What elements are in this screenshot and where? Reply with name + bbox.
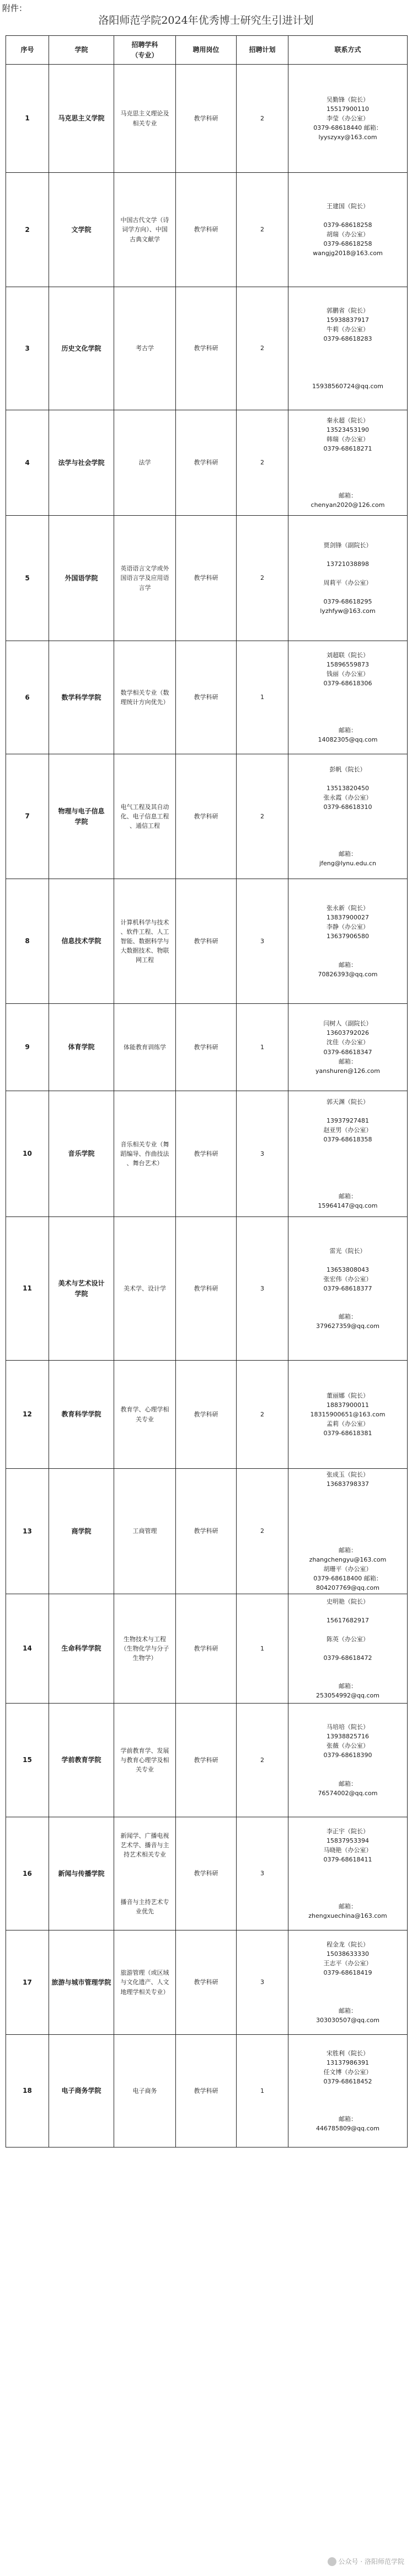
cell-college: 文学院 [49, 173, 114, 287]
table-row [6, 1469, 408, 1594]
cell-college: 旅游与城市管理学院 [49, 1930, 114, 2035]
table-row [6, 2035, 408, 2147]
cell-post: 教学科研 [176, 410, 237, 516]
header-no: 序号 [6, 36, 49, 65]
cell-no: 15 [6, 1704, 49, 1817]
cell-major: 法学 [114, 410, 176, 516]
cell-college: 教育科学学院 [49, 1361, 114, 1469]
table-row [6, 65, 408, 173]
cell-plan: 3 [237, 1217, 288, 1361]
cell-major: 音乐相关专业（舞 蹈编导、作曲技法 、舞台艺术） [114, 1091, 176, 1217]
cell-post: 教学科研 [176, 1004, 237, 1091]
cell-contact: 秦永超（院长） 13523453190 韩瑞（办公室） 0379-68618271 邮箱： chenyan2020@126.com [288, 410, 408, 516]
cell-no: 5 [6, 516, 49, 641]
cell-no: 18 [6, 2035, 49, 2147]
cell-contact: 张成玉（院长） 13683798337 邮箱： zhangchengyu@163.com 胡珊平（办公室） 0379-68618400 邮箱： 804207769@qq.com [288, 1469, 408, 1594]
header-post: 聘用岗位 [176, 36, 237, 65]
cell-plan: 1 [237, 1594, 288, 1704]
header-contact: 联系方式 [288, 36, 408, 65]
cell-contact: 郭天渊（院长） 13937927481 赵亚男（办公室） 0379-68618358 邮箱： 15964147@qq.com [288, 1091, 408, 1217]
cell-no: 10 [6, 1091, 49, 1217]
document-title: 洛阳师范学院2024年优秀博士研究生引进计划 [98, 14, 314, 27]
cell-college: 电子商务学院 [49, 2035, 114, 2147]
table-row [6, 1594, 408, 1704]
cell-plan: 3 [237, 879, 288, 1004]
header-plan: 招聘计划 [237, 36, 288, 65]
cell-no: 1 [6, 65, 49, 173]
cell-college: 学前教育学院 [49, 1704, 114, 1817]
table-row [6, 173, 408, 287]
cell-contact: 雷光（院长） 13653808043 张宏伟（办公室） 0379-68618377 邮箱： 379627359@qq.com [288, 1217, 408, 1361]
cell-plan: 3 [237, 1930, 288, 2035]
cell-post: 教学科研 [176, 1091, 237, 1217]
cell-college: 数学科学学院 [49, 641, 114, 754]
watermark [328, 2557, 404, 2566]
cell-plan: 2 [237, 410, 288, 516]
cell-post: 教学科研 [176, 1594, 237, 1704]
cell-post: 教学科研 [176, 1704, 237, 1817]
cell-no: 3 [6, 287, 49, 410]
cell-contact: 贾剑锋（副院长） 13721038898 周莉平（办公室） 0379-68618295 lyzhfyw@163.com [288, 516, 408, 641]
cell-college: 历史文化学院 [49, 287, 114, 410]
cell-major: 生物技术与工程 （生物化学与分子 生物学） [114, 1594, 176, 1704]
table-row [6, 1704, 408, 1817]
wechat-icon [328, 2557, 336, 2566]
cell-contact: 马培培（院长） 13938825716 张薇（办公室） 0379-68618390 邮箱： 76574002@qq.com [288, 1704, 408, 1817]
table-row [6, 879, 408, 1004]
table-row [6, 1361, 408, 1469]
table-header-row [6, 36, 408, 65]
cell-plan: 2 [237, 1469, 288, 1594]
cell-contact: 宋胜利（院长） 13137986391 任文博（办公室） 0379-68618452 邮箱： 446785809@qq.com [288, 2035, 408, 2147]
cell-major: 旅游管理（或区域 与文化遗产、人文 地理学相关专业） [114, 1930, 176, 2035]
cell-post: 教学科研 [176, 754, 237, 879]
cell-no: 4 [6, 410, 49, 516]
cell-major: 计算机科学与技术 、软件工程、人工 智能、数据科学与 大数据技术、物联 网工程 [114, 879, 176, 1004]
cell-major: 马克思主义理论及 相关专业 [114, 65, 176, 173]
cell-plan: 1 [237, 641, 288, 754]
table-row [6, 516, 408, 641]
cell-contact: 王建国（院长） 0379-68618258 胡瑞（办公室） 0379-68618258 wangjg2018@163.com [288, 173, 408, 287]
table-row [6, 1091, 408, 1217]
cell-no: 7 [6, 754, 49, 879]
cell-no: 8 [6, 879, 49, 1004]
cell-no: 12 [6, 1361, 49, 1469]
header-major: 招聘学科 （专业） [114, 36, 176, 65]
cell-major: 新闻学、广播电视 艺术学、播音与主 持艺术相关专业 播音与主持艺术专 业优先 [114, 1817, 176, 1930]
cell-contact: 彭帆（院长） 13513820450 张永霞（办公室） 0379-68618310 邮箱： jfeng@lynu.edu.cn [288, 754, 408, 879]
cell-post: 教学科研 [176, 1361, 237, 1469]
cell-no: 2 [6, 173, 49, 287]
cell-major: 工商管理 [114, 1469, 176, 1594]
cell-college: 信息技术学院 [49, 879, 114, 1004]
cell-post: 教学科研 [176, 879, 237, 1004]
recruitment-table [6, 35, 408, 2147]
cell-major: 中国古代文学（诗 词学方向）、中国 古典文献学 [114, 173, 176, 287]
header-college: 学院 [49, 36, 114, 65]
cell-major: 体能教育训练学 [114, 1004, 176, 1091]
table-row [6, 287, 408, 410]
cell-plan: 2 [237, 287, 288, 410]
cell-plan: 2 [237, 173, 288, 287]
cell-major: 教育学、心理学相 关专业 [114, 1361, 176, 1469]
table-row [6, 410, 408, 516]
cell-no: 16 [6, 1817, 49, 1930]
cell-post: 教学科研 [176, 1930, 237, 2035]
watermark-text: 公众号 · 洛阳师范学院 [338, 2558, 404, 2566]
cell-major: 电子商务 [114, 2035, 176, 2147]
cell-major: 英语语言文学或外 国语言学及应用语 言学 [114, 516, 176, 641]
cell-post: 教学科研 [176, 1469, 237, 1594]
cell-college: 音乐学院 [49, 1091, 114, 1217]
cell-plan: 2 [237, 754, 288, 879]
cell-post: 教学科研 [176, 173, 237, 287]
cell-plan: 2 [237, 1704, 288, 1817]
cell-college: 外国语学院 [49, 516, 114, 641]
cell-contact: 李正宇（院长） 15837953394 马晓艳（办公室） 0379-68618411 邮箱： zhengxuechina@163.com [288, 1817, 408, 1930]
table-row [6, 1004, 408, 1091]
cell-post: 教学科研 [176, 516, 237, 641]
cell-plan: 2 [237, 1361, 288, 1469]
cell-major: 学前教育学、发展 与教育心理学及相 关专业 [114, 1704, 176, 1817]
cell-college: 新闻与传播学院 [49, 1817, 114, 1930]
cell-major: 电气工程及其自动 化、电子信息工程 、通信工程 [114, 754, 176, 879]
cell-college: 法学与社会学院 [49, 410, 114, 516]
cell-college: 物理与电子信息 学院 [49, 754, 114, 879]
cell-major: 数学相关专业（数 理统计方向优先） [114, 641, 176, 754]
cell-plan: 3 [237, 1091, 288, 1217]
cell-plan: 1 [237, 1004, 288, 1091]
cell-no: 6 [6, 641, 49, 754]
table-row [6, 754, 408, 879]
table-row [6, 1817, 408, 1930]
attachment-label: 附件： [2, 3, 28, 13]
cell-plan: 3 [237, 1817, 288, 1930]
cell-post: 教学科研 [176, 1817, 237, 1930]
cell-contact: 刘超联（院长） 15896559873 钱丽（办公室） 0379-68618306 邮箱： 14082305@qq.com [288, 641, 408, 754]
cell-college: 马克思主义学院 [49, 65, 114, 173]
cell-college: 美术与艺术设计 学院 [49, 1217, 114, 1361]
cell-no: 17 [6, 1930, 49, 2035]
table-row [6, 1217, 408, 1361]
cell-contact: 郭鹏省（院长） 15938837917 牛莉（办公室） 0379-68618283 15938560724@qq.com [288, 287, 408, 410]
cell-plan: 2 [237, 516, 288, 641]
cell-post: 教学科研 [176, 641, 237, 754]
cell-plan: 2 [237, 65, 288, 173]
table-body [6, 65, 408, 2147]
cell-no: 9 [6, 1004, 49, 1091]
cell-contact: 吴勤锋（院长） 15517900110 李莹（办公室） 0379-68618440 邮箱： lyyszyxy@163.com [288, 65, 408, 173]
cell-plan: 1 [237, 2035, 288, 2147]
cell-college: 生命科学学院 [49, 1594, 114, 1704]
cell-college: 体育学院 [49, 1004, 114, 1091]
cell-post: 教学科研 [176, 287, 237, 410]
cell-no: 14 [6, 1594, 49, 1704]
cell-post: 教学科研 [176, 2035, 237, 2147]
cell-contact: 董丽娜（院长） 18837900011 18315900651@163.com 孟莉（办公室） 0379-68618381 [288, 1361, 408, 1469]
table-row [6, 1930, 408, 2035]
cell-college: 商学院 [49, 1469, 114, 1594]
cell-major: 考古学 [114, 287, 176, 410]
cell-no: 11 [6, 1217, 49, 1361]
cell-post: 教学科研 [176, 65, 237, 173]
cell-major: 美术学、设计学 [114, 1217, 176, 1361]
table-row [6, 641, 408, 754]
cell-post: 教学科研 [176, 1217, 237, 1361]
cell-no: 13 [6, 1469, 49, 1594]
cell-contact: 史明艳（院长） 15617682917 陈英（办公室） 0379-68618472 邮箱： 253054992@qq.com [288, 1594, 408, 1704]
cell-contact: 程金龙（院长） 15038633330 王志平（办公室） 0379-68618419 邮箱： 303030507@qq.com [288, 1930, 408, 2035]
cell-contact: 张永新（院长） 13837900027 李静（办公室） 13637906580 邮箱： 70826393@qq.com [288, 879, 408, 1004]
cell-contact: 闫树人（副院长） 13603792026 沈佳（办公室） 0379-68618347 邮箱： yanshuren@126.com [288, 1004, 408, 1091]
